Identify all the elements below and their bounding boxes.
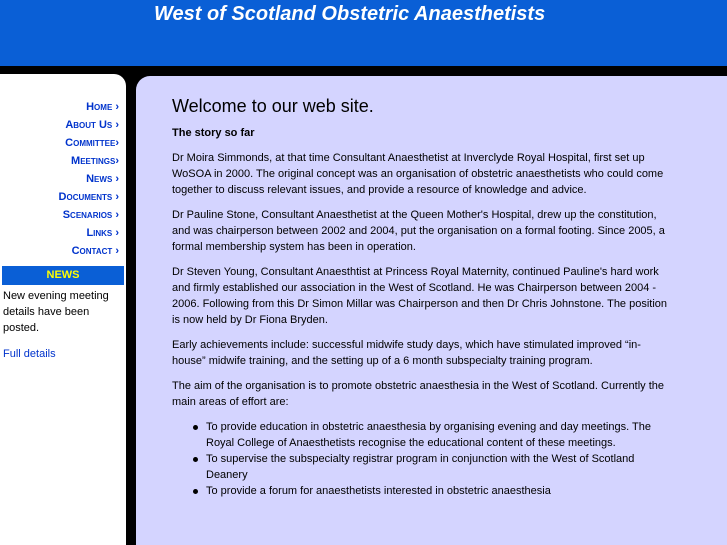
- list-item-text: To provide a forum for anaesthetists interested in obstetric anaesthesia: [206, 485, 551, 497]
- nav-meetings[interactable]: Meetings›: [71, 155, 119, 167]
- paragraph: Early achievements include: successful midwife study days, which have stimulated improved “in-house” midwife training, and the setting up of a 6 month subspecialty training program.: [172, 339, 641, 367]
- bullet-icon: [193, 457, 198, 462]
- list-item-text: To supervise the subspecialty registrar program in conjunction with the West of Scotland Deanery: [206, 453, 635, 481]
- bullet-icon: [193, 489, 198, 494]
- list-item: [190, 483, 672, 499]
- bullet-icon: [193, 425, 198, 430]
- site-title: West of Scotland Obstetric Anaesthetists: [154, 3, 546, 25]
- main-inner: [172, 96, 672, 499]
- main-nav: [59, 98, 119, 260]
- page-title: Welcome to our web site.: [172, 96, 374, 116]
- section-subhead: The story so far: [172, 127, 255, 139]
- paragraph: Dr Moira Simmonds, at that time Consultant Anaesthetist at Inverclyde Royal Hospital, first set up WoSOA in 2000. The original concept was an organisation of obstetric anaesthetists who could come together to discuss relevant issues, and provide a resource of knowledge and advice.: [172, 152, 664, 196]
- news-text: New evening meeting details have been posted.: [3, 290, 109, 334]
- list-item-text: To provide education in obstetric anaesthesia by organising evening and day meetings. The Royal College of Anaesthetists recognise the educational content of these meetings.: [206, 421, 651, 449]
- nav-committee[interactable]: Committee›: [65, 137, 119, 149]
- nav-home[interactable]: Home ›: [86, 101, 119, 113]
- paragraph: Dr Steven Young, Consultant Anaesthtist at Princess Royal Maternity, continued Pauline's hard work and firmly established our association in the West of Scotland. He was Chairperson between 2004 - 2006. Following from this Dr Simon Millar was Chairperson and then Dr Chris Johnstone. The position is now held by Dr Fiona Bryden.: [172, 266, 668, 326]
- paragraph: Dr Pauline Stone, Consultant Anaesthetist at the Queen Mother's Hospital, drew up the constitution, and was chairperson between 2002 and 2004, put the organisation on a formal footing. Since 2005, a formal membership system has been in operation.: [172, 209, 665, 253]
- list-item: [190, 451, 672, 483]
- nav-documents[interactable]: Documents ›: [58, 191, 119, 203]
- news-heading: NEWS: [2, 266, 124, 285]
- nav-contact[interactable]: Contact ›: [71, 245, 119, 257]
- nav-scenarios[interactable]: Scenarios ›: [62, 209, 119, 221]
- paragraph: The aim of the organisation is to promote obstetric anaesthesia in the West of Scotland. Currently the main areas of effort are:: [172, 380, 665, 408]
- list-item: [190, 419, 672, 451]
- sidebar: [0, 74, 126, 545]
- site-header: [0, 0, 727, 66]
- nav-links[interactable]: Links ›: [86, 227, 119, 239]
- nav-news[interactable]: News ›: [86, 173, 119, 185]
- news-full-details-link[interactable]: Full details: [3, 348, 56, 360]
- main-content: [136, 76, 727, 545]
- aims-list: [190, 419, 672, 499]
- nav-about-us[interactable]: About Us ›: [65, 119, 119, 131]
